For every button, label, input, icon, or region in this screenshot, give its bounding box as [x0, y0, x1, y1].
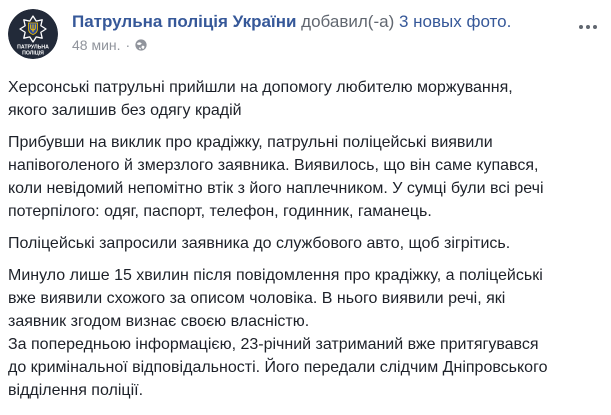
author-link[interactable]: Патрульна поліція України — [72, 12, 297, 31]
action-text: добавил(-а) — [301, 12, 395, 31]
privacy-globe-icon — [135, 39, 147, 51]
ellipsis-dot — [579, 25, 583, 29]
ellipsis-dot — [586, 25, 590, 29]
post-paragraph: Минуло лише 15 хвилин після повідомлення про крадіжку, а поліцейські вже виявили схожого за описом чоловіка. В нього виявили речі, які заявник згодом визнає своєю власністю. За попередньою інформацією, 23-річний затриманий вже притягувався до кримінальної відповідальності. Його передали слідчим Дніпровського відділення поліції. — [8, 267, 548, 399]
ellipsis-dot — [593, 25, 597, 29]
page-avatar[interactable] — [8, 9, 58, 59]
post-body — [8, 76, 603, 402]
post-paragraph: Поліцейські запросили заявника до службового авто, щоб зігрітись. — [8, 235, 511, 252]
photos-count-link[interactable]: 3 новых фото. — [398, 12, 512, 31]
svg-text:ПОЛІЦІЯ: ПОЛІЦІЯ — [22, 50, 44, 57]
post-meta — [72, 37, 511, 53]
meta-dot-separator: · — [125, 37, 131, 53]
post-byline — [72, 11, 511, 33]
post-paragraph: Прибувши на виклик про крадіжку, патрульні поліцейські виявили напівоголеного й змерзлого заявника. Виявилось, що він саме купався, коли невідомий непомітно втік з його наплечником. У сумці були всі речі потерпілого: одяг, паспорт, телефон, годинник, гаманець. — [8, 134, 544, 220]
svg-text:ПАТРУЛЬНА: ПАТРУЛЬНА — [17, 44, 49, 51]
post-paragraph: Херсонські патрульні прийшли на допомогу любителю моржування, якого залишив без одягу крадій — [8, 79, 513, 119]
header-text — [72, 9, 511, 53]
post-header — [8, 9, 603, 59]
post-options-button[interactable] — [575, 19, 601, 35]
timestamp-link[interactable]: 48 мин. — [72, 37, 121, 53]
patrol-police-logo-icon — [8, 9, 58, 59]
